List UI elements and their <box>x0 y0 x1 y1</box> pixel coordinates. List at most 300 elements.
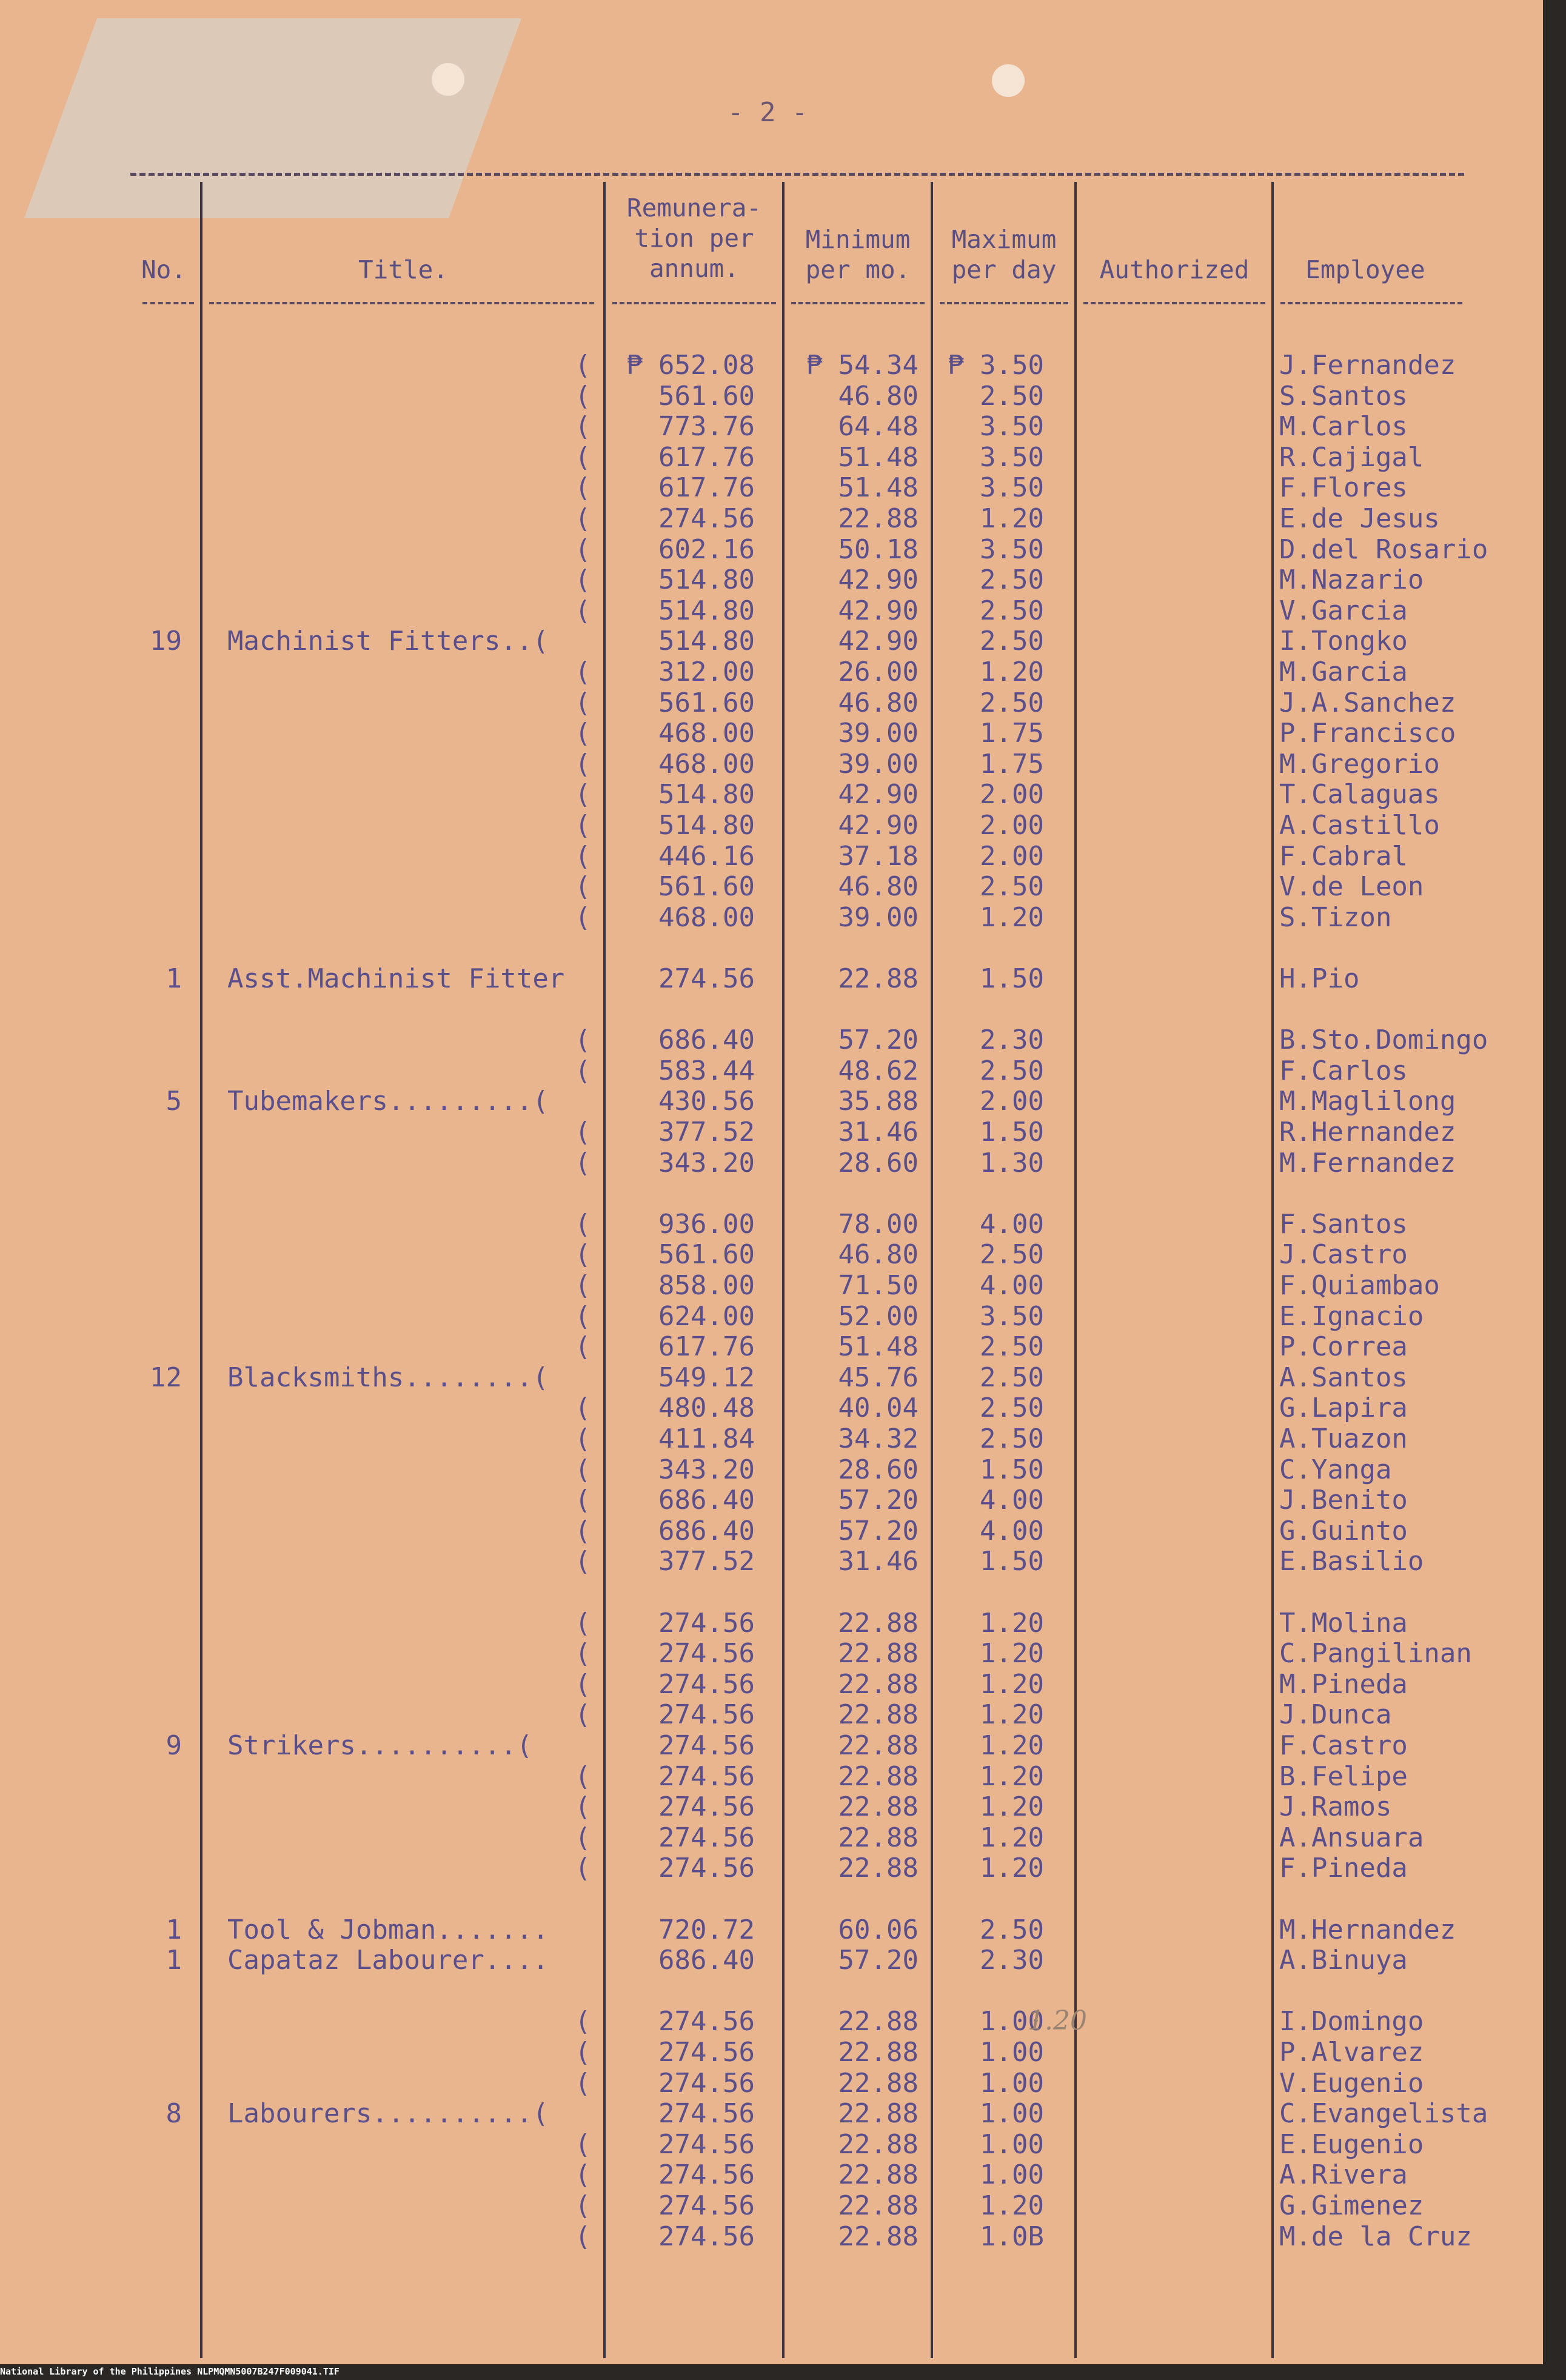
maximum-cell: 1.20 <box>980 1669 1044 1700</box>
bracket-mark: ( <box>575 381 591 412</box>
maximum-cell: 1.00 <box>980 2006 1044 2037</box>
bracket-mark: ( <box>575 841 591 872</box>
maximum-cell: 2.50 <box>980 626 1044 657</box>
employee-cell: M.de la Cruz <box>1279 2221 1472 2252</box>
remuneration-cell: 274.56 <box>658 2190 755 2221</box>
minimum-cell: 71.50 <box>838 1270 919 1301</box>
bracket-mark: ( <box>575 564 591 595</box>
employee-cell: S.Tizon <box>1279 902 1392 933</box>
bracket-mark: ( <box>575 1209 591 1240</box>
bracket-mark: ( <box>575 1423 591 1454</box>
remuneration-cell: 274.56 <box>658 2098 755 2129</box>
employee-cell: G.Gimenez <box>1279 2190 1424 2221</box>
remuneration-cell: 274.56 <box>658 1761 755 1792</box>
maximum-cell: 1.20 <box>980 1761 1044 1792</box>
bracket-mark: ( <box>575 657 591 687</box>
minimum-cell: 22.88 <box>838 1608 919 1639</box>
remuneration-cell: 274.56 <box>658 1822 755 1853</box>
employee-cell: F.Castro <box>1279 1730 1408 1761</box>
minimum-cell: 39.00 <box>838 749 919 780</box>
maximum-cell: 1.00 <box>980 2098 1044 2129</box>
remuneration-cell: 274.56 <box>658 2037 755 2068</box>
maximum-cell: 2.50 <box>980 564 1044 595</box>
remuneration-cell: 617.76 <box>658 442 755 473</box>
maximum-cell: 4.00 <box>980 1485 1044 1516</box>
minimum-cell: 57.20 <box>838 1485 919 1516</box>
bracket-mark: ( <box>575 1301 591 1332</box>
punch-hole-left <box>432 63 464 96</box>
group-title: Tool & Jobman....... <box>227 1914 549 1945</box>
employee-cell: R.Hernandez <box>1279 1117 1456 1148</box>
employee-cell: I.Domingo <box>1279 2006 1424 2037</box>
remuneration-cell: 274.56 <box>658 2221 755 2252</box>
minimum-cell: 31.46 <box>838 1117 919 1148</box>
bracket-mark: ( <box>575 1117 591 1148</box>
header-underline <box>612 302 776 304</box>
group-count: 8 <box>166 2098 182 2129</box>
maximum-cell: 4.00 <box>980 1209 1044 1240</box>
bracket-mark: ( <box>575 595 591 626</box>
minimum-cell: 42.90 <box>838 626 919 657</box>
group-count: 1 <box>166 1945 182 1976</box>
maximum-cell: 2.50 <box>980 1392 1044 1423</box>
bracket-mark: ( <box>575 1546 591 1577</box>
minimum-cell: 46.80 <box>838 687 919 718</box>
maximum-cell: 1.20 <box>980 1822 1044 1853</box>
remuneration-cell: 773.76 <box>658 411 755 442</box>
employee-cell: J.A.Sanchez <box>1279 687 1456 718</box>
employee-cell: F.Cabral <box>1279 841 1408 872</box>
page-number: - 2 - <box>728 97 808 128</box>
minimum-cell: ₱ 54.34 <box>806 350 919 381</box>
minimum-cell: 57.20 <box>838 1945 919 1976</box>
remuneration-cell: 936.00 <box>658 1209 755 1240</box>
employee-cell: T.Molina <box>1279 1608 1408 1639</box>
remuneration-cell: 686.40 <box>658 1516 755 1546</box>
employee-cell: A.Santos <box>1279 1362 1408 1393</box>
remuneration-cell: 274.56 <box>658 1669 755 1700</box>
remuneration-cell: 514.80 <box>658 595 755 626</box>
maximum-cell: 1.20 <box>980 2190 1044 2221</box>
remuneration-cell: 274.56 <box>658 1853 755 1884</box>
header-maximum: Maximum per day <box>951 225 1057 284</box>
remuneration-cell: 686.40 <box>658 1025 755 1055</box>
maximum-cell: 3.50 <box>980 534 1044 565</box>
employee-cell: T.Calaguas <box>1279 779 1440 810</box>
bracket-mark: ( <box>575 1608 591 1639</box>
bracket-mark: ( <box>575 718 591 749</box>
remuneration-cell: 343.20 <box>658 1148 755 1178</box>
bracket-mark: ( <box>575 2159 591 2190</box>
minimum-cell: 28.60 <box>838 1148 919 1178</box>
maximum-cell: 2.50 <box>980 381 1044 412</box>
header-minimum: Minimum per mo. <box>805 225 911 284</box>
maximum-cell: 3.50 <box>980 411 1044 442</box>
maximum-cell: 1.75 <box>980 718 1044 749</box>
bracket-mark: ( <box>575 1025 591 1055</box>
header-underline <box>940 302 1068 304</box>
bracket-mark: ( <box>575 350 591 381</box>
remuneration-cell: 549.12 <box>658 1362 755 1393</box>
bracket-mark: ( <box>575 503 591 534</box>
employee-cell: E.Basilio <box>1279 1546 1424 1577</box>
remuneration-cell: 274.56 <box>658 1730 755 1761</box>
maximum-cell: 3.50 <box>980 442 1044 473</box>
minimum-cell: 51.48 <box>838 442 919 473</box>
remuneration-cell: 343.20 <box>658 1454 755 1485</box>
bracket-mark: ( <box>575 1331 591 1362</box>
maximum-cell: 1.20 <box>980 1638 1044 1669</box>
bracket-mark: ( <box>575 2037 591 2068</box>
employee-cell: M.Maglilong <box>1279 1086 1456 1117</box>
remuneration-cell: 274.56 <box>658 2006 755 2037</box>
minimum-cell: 22.88 <box>838 2006 919 2037</box>
employee-cell: J.Fernandez <box>1279 350 1456 381</box>
header-underline <box>791 302 925 304</box>
minimum-cell: 52.00 <box>838 1301 919 1332</box>
minimum-cell: 40.04 <box>838 1392 919 1423</box>
minimum-cell: 22.88 <box>838 2068 919 2099</box>
employee-cell: M.Pineda <box>1279 1669 1408 1700</box>
maximum-cell: 1.20 <box>980 902 1044 933</box>
remuneration-cell: 468.00 <box>658 902 755 933</box>
maximum-cell: 1.20 <box>980 1608 1044 1639</box>
punch-hole-right <box>992 64 1025 97</box>
minimum-cell: 57.20 <box>838 1025 919 1055</box>
employee-cell: V.Eugenio <box>1279 2068 1424 2099</box>
remuneration-cell: 377.52 <box>658 1546 755 1577</box>
maximum-cell: 2.50 <box>980 871 1044 902</box>
employee-cell: G.Guinto <box>1279 1516 1408 1546</box>
employee-cell: R.Cajigal <box>1279 442 1424 473</box>
employee-cell: P.Alvarez <box>1279 2037 1424 2068</box>
employee-cell: H.Pio <box>1279 963 1360 994</box>
minimum-cell: 22.88 <box>838 2190 919 2221</box>
remuneration-cell: 561.60 <box>658 871 755 902</box>
maximum-cell: 2.00 <box>980 1086 1044 1117</box>
minimum-cell: 46.80 <box>838 381 919 412</box>
employee-cell: G.Lapira <box>1279 1392 1408 1423</box>
maximum-cell: 2.50 <box>980 1239 1044 1270</box>
group-title: Tubemakers.........( <box>227 1086 549 1117</box>
header-underline <box>1280 302 1462 304</box>
employee-cell: M.Hernandez <box>1279 1914 1456 1945</box>
bracket-mark: ( <box>575 2129 591 2160</box>
minimum-cell: 34.32 <box>838 1423 919 1454</box>
remuneration-cell: 274.56 <box>658 1791 755 1822</box>
remuneration-cell: 858.00 <box>658 1270 755 1301</box>
minimum-cell: 22.88 <box>838 1822 919 1853</box>
employee-cell: E.de Jesus <box>1279 503 1440 534</box>
group-title: Machinist Fitters..( <box>227 626 549 657</box>
minimum-cell: 39.00 <box>838 718 919 749</box>
bracket-mark: ( <box>575 1791 591 1822</box>
top-rule <box>130 173 1464 176</box>
employee-cell: J.Ramos <box>1279 1791 1392 1822</box>
maximum-cell: 2.50 <box>980 1423 1044 1454</box>
minimum-cell: 42.90 <box>838 779 919 810</box>
bracket-mark: ( <box>575 1699 591 1730</box>
maximum-cell: 1.00 <box>980 2159 1044 2190</box>
minimum-cell: 50.18 <box>838 534 919 565</box>
bracket-mark: ( <box>575 1270 591 1301</box>
bracket-mark: ( <box>575 2006 591 2037</box>
bracket-mark: ( <box>575 810 591 841</box>
maximum-cell: 1.00 <box>980 2068 1044 2099</box>
column-rule <box>200 182 202 2358</box>
minimum-cell: 22.88 <box>838 2221 919 2252</box>
minimum-cell: 51.48 <box>838 472 919 503</box>
maximum-cell: 1.50 <box>980 963 1044 994</box>
group-count: 9 <box>166 1730 182 1761</box>
maximum-cell: 4.00 <box>980 1270 1044 1301</box>
employee-cell: A.Tuazon <box>1279 1423 1408 1454</box>
remuneration-cell: 430.56 <box>658 1086 755 1117</box>
remuneration-cell: 686.40 <box>658 1485 755 1516</box>
maximum-cell: 2.50 <box>980 1914 1044 1945</box>
bracket-mark: ( <box>575 871 591 902</box>
minimum-cell: 22.88 <box>838 2098 919 2129</box>
group-title: Blacksmiths........( <box>227 1362 549 1393</box>
bracket-mark: ( <box>575 2221 591 2252</box>
group-title: Labourers..........( <box>227 2098 549 2129</box>
group-title: Strikers..........( <box>227 1730 533 1761</box>
maximum-cell: 2.50 <box>980 1362 1044 1393</box>
remuneration-cell: 312.00 <box>658 657 755 687</box>
minimum-cell: 46.80 <box>838 871 919 902</box>
maximum-cell: 2.30 <box>980 1025 1044 1055</box>
remuneration-cell: 686.40 <box>658 1945 755 1976</box>
maximum-cell: 1.00 <box>980 2129 1044 2160</box>
employee-cell: A.Castillo <box>1279 810 1440 841</box>
maximum-cell: 4.00 <box>980 1516 1044 1546</box>
employee-cell: F.Carlos <box>1279 1055 1408 1086</box>
maximum-cell: 2.50 <box>980 595 1044 626</box>
remuneration-cell: 274.56 <box>658 503 755 534</box>
remuneration-cell: 274.56 <box>658 2159 755 2190</box>
employee-cell: V.de Leon <box>1279 871 1424 902</box>
minimum-cell: 46.80 <box>838 1239 919 1270</box>
remuneration-cell: 624.00 <box>658 1301 755 1332</box>
maximum-cell: 2.50 <box>980 1055 1044 1086</box>
minimum-cell: 22.88 <box>838 1853 919 1884</box>
maximum-cell: 1.30 <box>980 1148 1044 1178</box>
maximum-cell: 1.20 <box>980 657 1044 687</box>
employee-cell: V.Garcia <box>1279 595 1408 626</box>
handwritten-note: 1.20 <box>1028 2005 1087 2036</box>
bracket-mark: ( <box>575 1822 591 1853</box>
bracket-mark: ( <box>575 472 591 503</box>
employee-cell: M.Fernandez <box>1279 1148 1456 1178</box>
employee-cell: B.Felipe <box>1279 1761 1408 1792</box>
remuneration-cell: 274.56 <box>658 2129 755 2160</box>
minimum-cell: 42.90 <box>838 595 919 626</box>
remuneration-cell: 602.16 <box>658 534 755 565</box>
employee-cell: S.Santos <box>1279 381 1408 412</box>
bracket-mark: ( <box>575 2190 591 2221</box>
group-count: 5 <box>166 1086 182 1117</box>
minimum-cell: 42.90 <box>838 810 919 841</box>
remuneration-cell: 617.76 <box>658 1331 755 1362</box>
maximum-cell: 1.20 <box>980 1853 1044 1884</box>
bracket-mark: ( <box>575 1516 591 1546</box>
employee-cell: A.Binuya <box>1279 1945 1408 1976</box>
bracket-mark: ( <box>575 1485 591 1516</box>
group-title: Capataz Labourer.... <box>227 1945 549 1976</box>
bracket-mark: ( <box>575 442 591 473</box>
header-no: No. <box>141 255 187 284</box>
employee-cell: J.Castro <box>1279 1239 1408 1270</box>
employee-cell: F.Quiambao <box>1279 1270 1440 1301</box>
header-underline <box>209 302 594 304</box>
header-underline <box>142 302 194 304</box>
minimum-cell: 22.88 <box>838 1791 919 1822</box>
minimum-cell: 31.46 <box>838 1546 919 1577</box>
employee-cell: C.Evangelista <box>1279 2098 1488 2129</box>
employee-cell: I.Tongko <box>1279 626 1408 657</box>
remuneration-cell: 720.72 <box>658 1914 755 1945</box>
bracket-mark: ( <box>575 1148 591 1178</box>
maximum-cell: 3.50 <box>980 472 1044 503</box>
group-title: Asst.Machinist Fitter <box>227 963 565 994</box>
maximum-cell: 1.20 <box>980 1791 1044 1822</box>
header-remuneration: Remunera- tion per annum. <box>626 193 762 283</box>
column-rule <box>1271 182 1274 2358</box>
minimum-cell: 64.48 <box>838 411 919 442</box>
remuneration-cell: 274.56 <box>658 1608 755 1639</box>
remuneration-cell: 468.00 <box>658 749 755 780</box>
minimum-cell: 42.90 <box>838 564 919 595</box>
employee-cell: C.Pangilinan <box>1279 1638 1472 1669</box>
bracket-mark: ( <box>575 902 591 933</box>
employee-cell: A.Ansuara <box>1279 1822 1424 1853</box>
minimum-cell: 39.00 <box>838 902 919 933</box>
employee-cell: J.Dunca <box>1279 1699 1392 1730</box>
remuneration-cell: 377.52 <box>658 1117 755 1148</box>
remuneration-cell: 468.00 <box>658 718 755 749</box>
employee-cell: J.Benito <box>1279 1485 1408 1516</box>
remuneration-cell: 480.48 <box>658 1392 755 1423</box>
group-count: 1 <box>166 963 182 994</box>
bracket-mark: ( <box>575 1454 591 1485</box>
employee-cell: P.Correa <box>1279 1331 1408 1362</box>
employee-cell: F.Flores <box>1279 472 1408 503</box>
bracket-mark: ( <box>575 749 591 780</box>
minimum-cell: 22.88 <box>838 1699 919 1730</box>
minimum-cell: 57.20 <box>838 1516 919 1546</box>
bracket-mark: ( <box>575 1392 591 1423</box>
group-count: 1 <box>166 1914 182 1945</box>
minimum-cell: 22.88 <box>838 1638 919 1669</box>
remuneration-cell: 274.56 <box>658 1638 755 1669</box>
minimum-cell: 22.88 <box>838 2037 919 2068</box>
bracket-mark: ( <box>575 534 591 565</box>
employee-cell: F.Pineda <box>1279 1853 1408 1884</box>
minimum-cell: 22.88 <box>838 2129 919 2160</box>
minimum-cell: 22.88 <box>838 1730 919 1761</box>
remuneration-cell: ₱ 652.08 <box>626 350 755 381</box>
remuneration-cell: 514.80 <box>658 810 755 841</box>
torn-corner <box>24 18 521 218</box>
employee-cell: M.Carlos <box>1279 411 1408 442</box>
remuneration-cell: 274.56 <box>658 2068 755 2099</box>
group-count: 19 <box>150 626 182 657</box>
employee-cell: D.del Rosario <box>1279 534 1488 565</box>
header-title: Title. <box>358 255 449 284</box>
minimum-cell: 51.48 <box>838 1331 919 1362</box>
maximum-cell: 2.00 <box>980 779 1044 810</box>
employee-cell: C.Yanga <box>1279 1454 1392 1485</box>
remuneration-cell: 514.80 <box>658 779 755 810</box>
minimum-cell: 22.88 <box>838 1761 919 1792</box>
maximum-cell: 2.50 <box>980 687 1044 718</box>
minimum-cell: 22.88 <box>838 503 919 534</box>
bracket-mark: ( <box>575 1638 591 1669</box>
bracket-mark: ( <box>575 1055 591 1086</box>
maximum-cell: ₱ 3.50 <box>948 350 1044 381</box>
maximum-cell: 1.20 <box>980 503 1044 534</box>
header-underline <box>1083 302 1265 304</box>
employee-cell: F.Santos <box>1279 1209 1408 1240</box>
remuneration-cell: 514.80 <box>658 626 755 657</box>
minimum-cell: 48.62 <box>838 1055 919 1086</box>
remuneration-cell: 446.16 <box>658 841 755 872</box>
bracket-mark: ( <box>575 1853 591 1884</box>
maximum-cell: 1.20 <box>980 1730 1044 1761</box>
employee-cell: M.Nazario <box>1279 564 1424 595</box>
employee-cell: P.Francisco <box>1279 718 1456 749</box>
maximum-cell: 1.75 <box>980 749 1044 780</box>
remuneration-cell: 274.56 <box>658 963 755 994</box>
maximum-cell: 2.50 <box>980 1331 1044 1362</box>
remuneration-cell: 617.76 <box>658 472 755 503</box>
employee-cell: E.Ignacio <box>1279 1301 1424 1332</box>
minimum-cell: 28.60 <box>838 1454 919 1485</box>
maximum-cell: 2.00 <box>980 810 1044 841</box>
maximum-cell: 1.20 <box>980 1699 1044 1730</box>
remuneration-cell: 561.60 <box>658 381 755 412</box>
maximum-cell: 1.50 <box>980 1454 1044 1485</box>
bracket-mark: ( <box>575 1239 591 1270</box>
employee-cell: M.Garcia <box>1279 657 1408 687</box>
maximum-cell: 2.00 <box>980 841 1044 872</box>
minimum-cell: 45.76 <box>838 1362 919 1393</box>
employee-cell: E.Eugenio <box>1279 2129 1424 2160</box>
bracket-mark: ( <box>575 779 591 810</box>
minimum-cell: 35.88 <box>838 1086 919 1117</box>
employee-cell: A.Rivera <box>1279 2159 1408 2190</box>
remuneration-cell: 561.60 <box>658 1239 755 1270</box>
remuneration-cell: 561.60 <box>658 687 755 718</box>
remuneration-cell: 411.84 <box>658 1423 755 1454</box>
maximum-cell: 3.50 <box>980 1301 1044 1332</box>
minimum-cell: 22.88 <box>838 2159 919 2190</box>
bracket-mark: ( <box>575 1761 591 1792</box>
minimum-cell: 37.18 <box>838 841 919 872</box>
remuneration-cell: 274.56 <box>658 1699 755 1730</box>
bracket-mark: ( <box>575 1669 591 1700</box>
minimum-cell: 78.00 <box>838 1209 919 1240</box>
employee-cell: M.Gregorio <box>1279 749 1440 780</box>
bracket-mark: ( <box>575 2068 591 2099</box>
group-count: 12 <box>150 1362 182 1393</box>
maximum-cell: 1.0B <box>980 2221 1044 2252</box>
header-authorized: Authorized <box>1099 255 1250 284</box>
employee-cell: B.Sto.Domingo <box>1279 1025 1488 1055</box>
maximum-cell: 1.50 <box>980 1546 1044 1577</box>
maximum-cell: 2.30 <box>980 1945 1044 1976</box>
bracket-mark: ( <box>575 411 591 442</box>
